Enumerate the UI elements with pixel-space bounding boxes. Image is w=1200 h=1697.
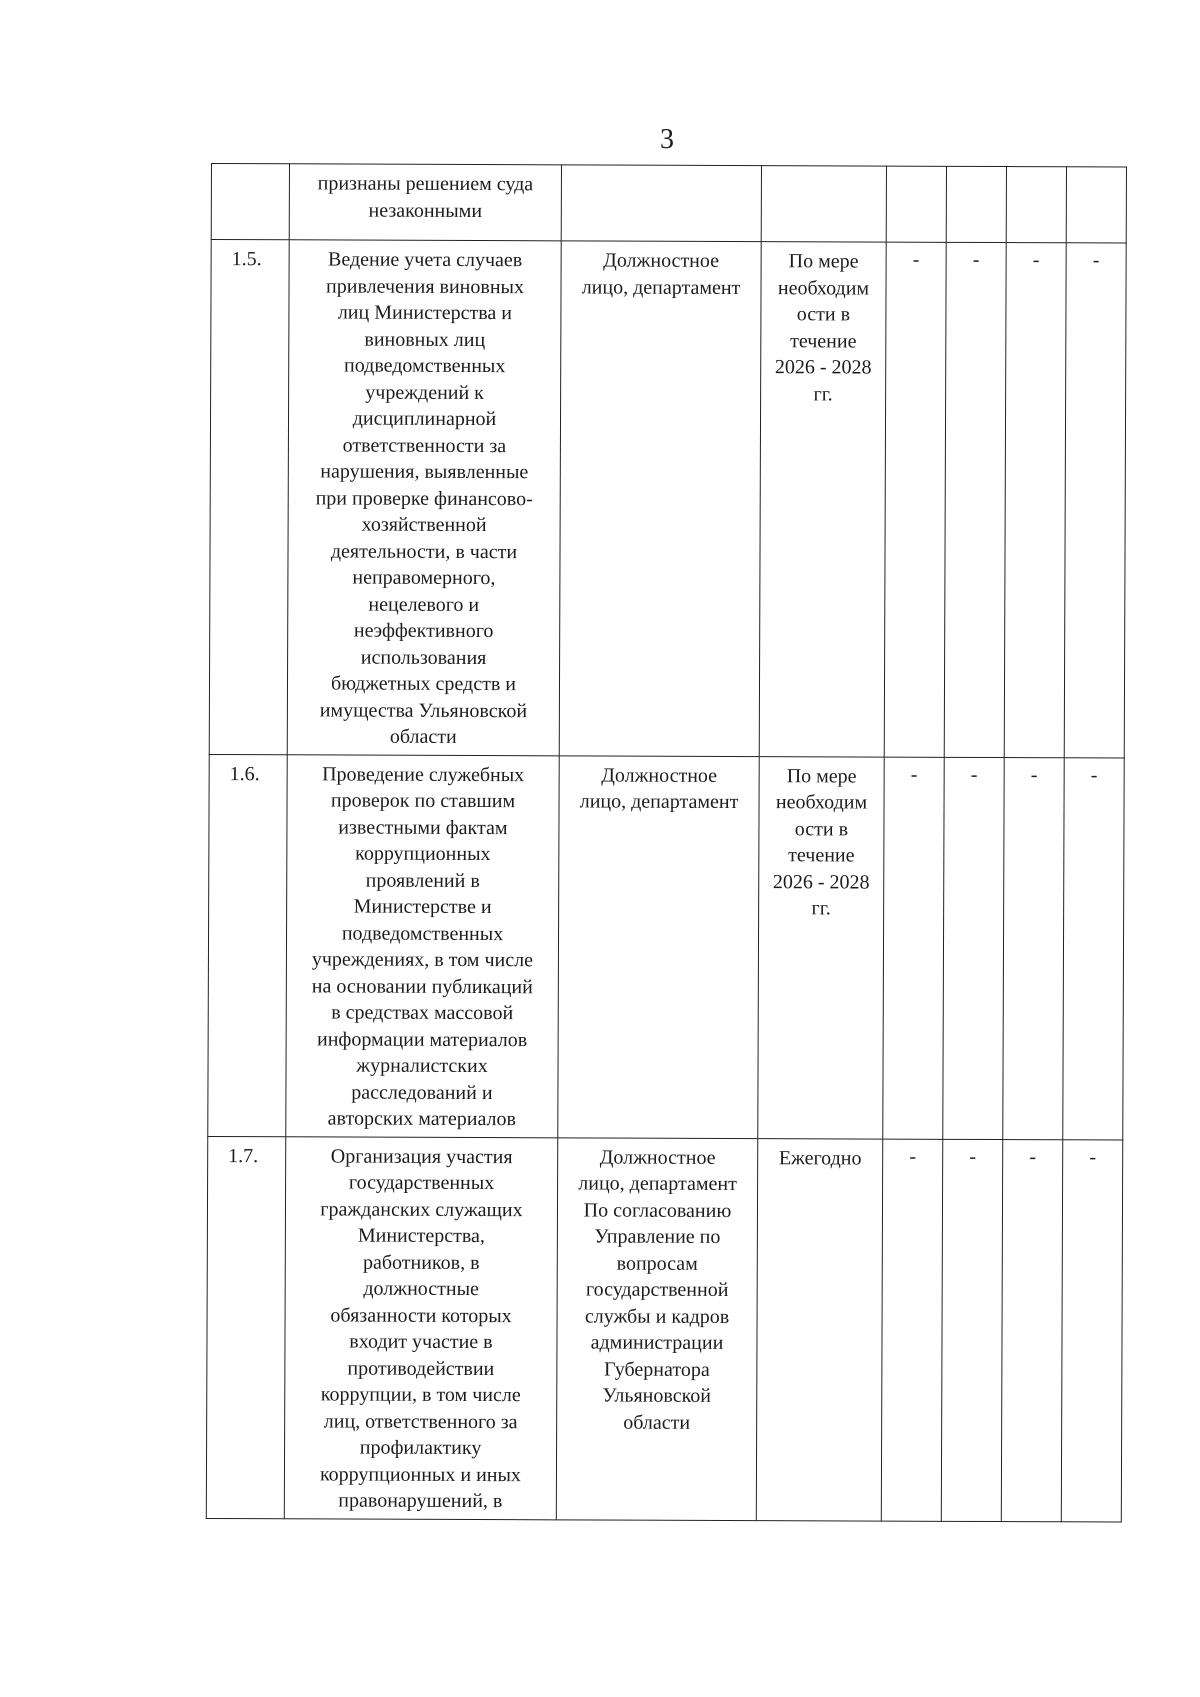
action-cell-line: в средствах массовой	[331, 1001, 514, 1025]
action-cell-line: Министерстве и	[353, 895, 492, 919]
action-cell-line: Проведение служебных	[322, 762, 525, 786]
action-cell-line: лиц Министерства и	[337, 301, 513, 325]
deadline-cell	[756, 1138, 882, 1520]
page-number: 3	[660, 124, 674, 155]
indicator-cell	[1066, 167, 1126, 243]
action-cell	[286, 754, 559, 1137]
indicator-cell: -	[1001, 1139, 1062, 1521]
indicator-cell: -	[1063, 757, 1124, 1139]
action-cell-line: работников, в	[362, 1251, 480, 1274]
table-row	[211, 164, 1126, 244]
indicator-cell	[1006, 167, 1066, 243]
responsible-cell-line: лицо, департамент	[579, 790, 739, 814]
responsible-cell-line: Губернатора	[603, 1358, 710, 1381]
action-cell-line: должностные	[363, 1277, 479, 1301]
action-cell	[284, 1136, 557, 1519]
action-cell-line: подведомственных	[343, 354, 506, 378]
deadline-cell-line: 2026 - 2028	[774, 356, 872, 379]
action-cell-line: дисциплинарной	[352, 407, 497, 431]
responsible-cell-line: области	[623, 1411, 691, 1434]
deadline-cell-line: течение	[790, 329, 857, 352]
responsible-cell-line: государственной	[585, 1278, 729, 1301]
action-cell-line: правонарушений, в	[338, 1489, 503, 1513]
deadline-cell-line: По мере	[786, 764, 857, 787]
action-cell-line: проявлений в	[365, 869, 480, 892]
responsible-cell-line: Должностное	[601, 764, 718, 787]
action-cell-line: Министерства,	[357, 1224, 485, 1248]
action-cell-line: коррупционных и иных	[319, 1462, 521, 1486]
item-number-cell: 1.7.	[206, 1136, 285, 1518]
responsible-cell-line: лицо, департамент	[578, 1172, 737, 1196]
indicator-cell: -	[884, 242, 946, 757]
deadline-cell-line: течение	[788, 844, 855, 867]
action-cell-line: имущества Ульяновской	[319, 698, 528, 722]
deadline-cell-line: необходим	[777, 276, 870, 300]
responsible-cell-line: лицо, департамент	[581, 275, 741, 299]
table-row	[206, 1136, 1122, 1522]
indicator-cell: -	[1061, 1139, 1122, 1521]
action-cell-line: деятельности, в части	[330, 539, 518, 563]
indicator-cell	[886, 166, 946, 242]
responsible-cell-line: службы и кадров	[584, 1304, 730, 1328]
responsible-cell-line: администрации	[590, 1331, 724, 1354]
action-cell	[289, 164, 561, 241]
deadline-cell	[761, 166, 886, 242]
responsible-cell	[558, 755, 759, 1138]
deadline-cell-line: гг.	[811, 897, 831, 920]
deadline-cell-line: необходим	[775, 791, 868, 814]
action-cell-line: лиц, ответственного за	[323, 1409, 518, 1433]
responsible-cell-line: Ульяновской	[602, 1384, 712, 1407]
action-cell-line: нарушения, выявленные	[320, 460, 529, 484]
action-cell-line: при проверке финансово-	[315, 486, 533, 510]
action-cell	[287, 240, 561, 756]
action-cell-line: гражданских служащих	[320, 1197, 523, 1221]
action-cell-line: учреждений к	[365, 381, 484, 404]
action-cell-line: привлечения виновных	[326, 274, 525, 298]
action-cell-line: нецелевого и	[368, 593, 480, 616]
responsible-cell	[561, 165, 761, 242]
action-cell-line: хозяйственной	[361, 513, 487, 537]
action-cell-line: авторских материалов	[327, 1107, 517, 1131]
action-plan-table	[206, 163, 1127, 1522]
indicator-cell: -	[944, 242, 1006, 757]
deadline-cell	[758, 756, 884, 1138]
deadline-cell-line: ости в	[796, 303, 851, 326]
deadline-cell	[759, 242, 886, 757]
table-row	[209, 240, 1126, 758]
action-cell-line: использования	[360, 646, 487, 669]
indicator-cell: -	[1064, 243, 1126, 758]
action-cell-line: неправомерного,	[352, 566, 496, 590]
indicator-cell: -	[1004, 243, 1066, 758]
action-cell-line: Ведение учета случаев	[327, 248, 523, 272]
action-cell-line: виновных лиц	[364, 328, 486, 351]
action-cell-line: коррупционных	[355, 842, 491, 866]
action-cell-line: журналистских	[356, 1054, 488, 1078]
deadline-cell-line: ости в	[794, 817, 849, 840]
deadline-cell-line: 2026 - 2028	[772, 870, 870, 894]
action-cell-line: государственных	[348, 1171, 495, 1195]
action-cell-line: известными фактам	[338, 815, 508, 839]
deadline-cell-line: По мере	[788, 250, 859, 273]
responsible-cell-line: Должностное	[599, 1146, 716, 1169]
item-number-cell: 1.6.	[208, 754, 287, 1136]
action-cell-line: противодействии	[347, 1357, 495, 1380]
table-row	[208, 754, 1124, 1140]
action-cell-line: проверок по ставшим	[330, 789, 516, 813]
action-cell-line: ответственности за	[342, 434, 507, 457]
action-cell-line: неэффективного	[353, 619, 494, 643]
responsible-cell-line: вопросам	[616, 1252, 698, 1275]
item-number-cell	[211, 164, 289, 240]
responsible-cell	[559, 241, 761, 756]
responsible-cell-line: По согласованию	[583, 1198, 732, 1222]
responsible-cell	[556, 1137, 757, 1520]
deadline-cell-line: гг.	[813, 382, 833, 405]
responsible-cell-line: Должностное	[603, 249, 720, 272]
deadline-cell-line: Ежегодно	[778, 1146, 862, 1170]
action-cell-line: незаконными	[368, 199, 483, 222]
action-cell-line: на основании публикаций	[311, 974, 533, 998]
action-cell-line: Организация участия	[330, 1144, 513, 1168]
indicator-cell: -	[881, 1139, 942, 1521]
action-cell-line: коррупции, в том числе	[320, 1383, 521, 1407]
indicator-cell: -	[943, 757, 1004, 1139]
item-number-cell: 1.5.	[209, 240, 289, 755]
indicator-cell: -	[941, 1139, 1002, 1521]
action-cell-line: входит участие в	[349, 1330, 493, 1354]
responsible-cell-line: Управление по	[594, 1225, 721, 1248]
indicator-cell	[946, 166, 1006, 242]
action-cell-line: информации материалов	[316, 1027, 528, 1051]
action-cell-line: обязанности которых	[330, 1303, 512, 1327]
action-cell-line: подведомственных	[341, 922, 504, 945]
action-cell-line: профилактику	[359, 1436, 482, 1460]
action-cell-line: расследований и	[351, 1081, 493, 1104]
indicator-cell: -	[883, 757, 944, 1139]
indicator-cell: -	[1003, 757, 1064, 1139]
action-cell-line: области	[389, 725, 457, 748]
action-cell-line: признаны решением суда	[317, 172, 534, 196]
action-cell-line: бюджетных средств и	[330, 672, 517, 696]
action-cell-line: учреждениях, в том числе	[311, 948, 534, 972]
